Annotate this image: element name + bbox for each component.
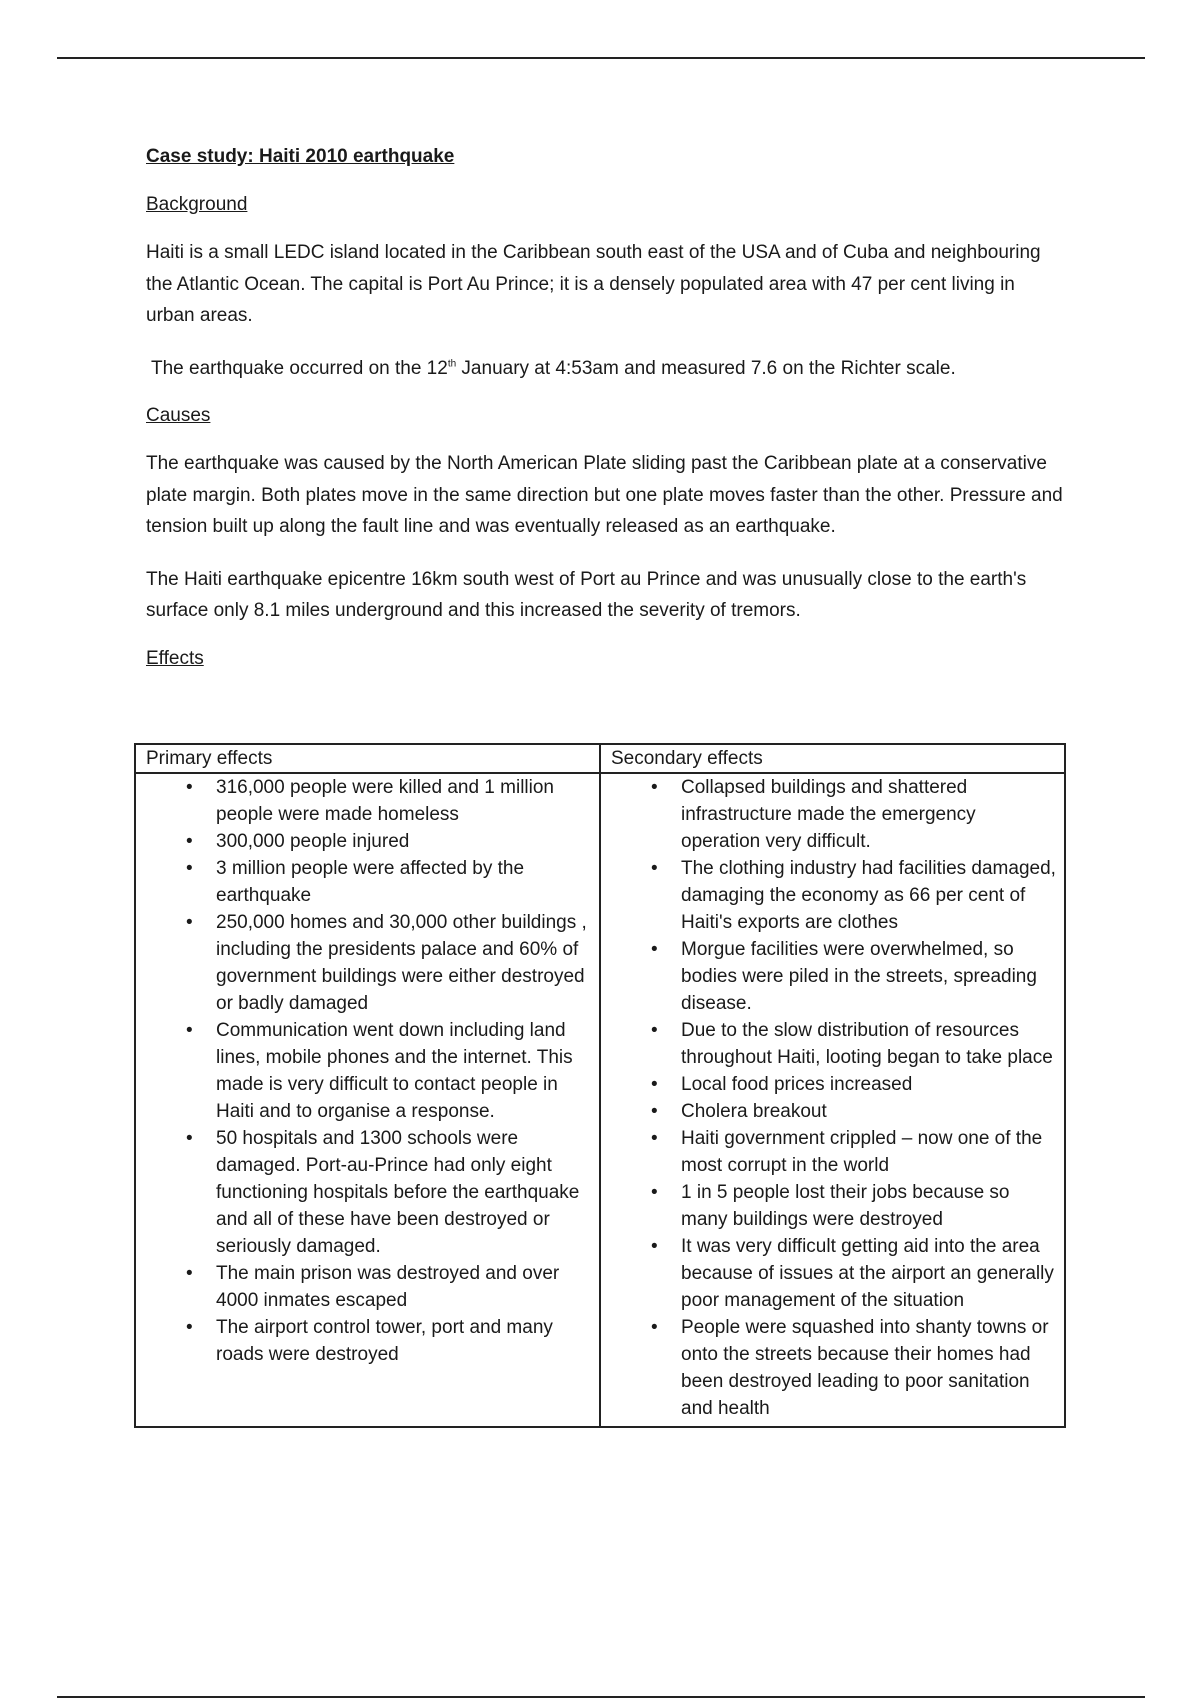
list-item: • It was very difficult getting aid into the area because of issues at the airport an generally poor management of the situation <box>609 1233 1056 1314</box>
list-item: • Collapsed buildings and shattered infrastructure made the emergency operation very difficult. <box>609 774 1056 855</box>
list-item: • 300,000 people injured <box>144 828 591 855</box>
secondary-effects-list <box>609 774 1056 1422</box>
list-item: • Due to the slow distribution of resources throughout Haiti, looting began to take place <box>609 1017 1056 1071</box>
effects-table-header-row <box>135 744 1065 773</box>
list-item: • 1 in 5 people lost their jobs because so many buildings were destroyed <box>609 1179 1056 1233</box>
list-item: • The main prison was destroyed and over 4000 inmates escaped <box>144 1260 591 1314</box>
list-item: • Communication went down including land lines, mobile phones and the internet. This made is very difficult to contact people in Haiti and to organise a response. <box>144 1017 591 1125</box>
list-item: • 316,000 people were killed and 1 million people were made homeless <box>144 774 591 828</box>
list-item: • The clothing industry had facilities damaged, damaging the economy as 66 per cent of Haiti's exports are clothes <box>609 855 1056 936</box>
secondary-effects-cell <box>600 773 1065 1427</box>
date-text-before: The earthquake occurred on the 12 <box>151 357 448 379</box>
list-item: • 50 hospitals and 1300 schools were damaged. Port-au-Prince had only eight functioning hospitals before the earthquake and all of these have been destroyed or seriously damaged. <box>144 1125 591 1260</box>
background-heading: Background <box>146 194 248 215</box>
document-body <box>146 146 1066 691</box>
secondary-effects-header: Secondary effects <box>600 744 1065 773</box>
list-item: • Morgue facilities were overwhelmed, so bodies were piled in the streets, spreading disease. <box>609 936 1056 1017</box>
list-item: • Local food prices increased <box>609 1071 1056 1098</box>
list-item: • People were squashed into shanty towns or onto the streets because their homes had been destroyed leading to poor sanitation and health <box>609 1314 1056 1422</box>
list-item: • 250,000 homes and 30,000 other buildings , including the presidents palace and 60% of government buildings were either destroyed or badly damaged <box>144 909 591 1017</box>
list-item: • Cholera breakout <box>609 1098 1056 1125</box>
list-item: • Haiti government crippled – now one of the most corrupt in the world <box>609 1125 1056 1179</box>
footer-rule <box>57 1696 1145 1698</box>
background-paragraph: Haiti is a small LEDC island located in the Caribbean south east of the USA and of Cuba and neighbouring the Atlantic Ocean. The capital is Port Au Prince; it is a densely populated area with 47 per cent living in urban areas. <box>146 242 1041 326</box>
primary-effects-cell <box>135 773 600 1427</box>
header-rule <box>57 57 1145 59</box>
list-item: • The airport control tower, port and many roads were destroyed <box>144 1314 591 1368</box>
document-title: Case study: Haiti 2010 earthquake <box>146 146 455 167</box>
causes-paragraph-2: The Haiti earthquake epicentre 16km south west of Port au Prince and was unusually close to the earth's surface only 8.1 miles underground and this increased the severity of tremors. <box>146 568 1027 621</box>
date-ordinal-suffix: th <box>447 358 457 370</box>
effects-table <box>134 743 1066 1428</box>
primary-effects-list <box>144 774 591 1368</box>
causes-paragraph-1: The earthquake was caused by the North American Plate sliding past the Caribbean plate at a conservative plate margin. Both plates move in the same direction but one plate moves faster than the other. Pressure and tension built up along the fault line and was eventually released as an earthquake. <box>146 453 1063 537</box>
date-paragraph <box>146 353 1066 385</box>
primary-effects-header: Primary effects <box>135 744 600 773</box>
effects-heading: Effects <box>146 647 204 669</box>
effects-table-body-row <box>135 773 1065 1427</box>
causes-heading: Causes <box>146 405 211 426</box>
date-text-after: January at 4:53am and measured 7.6 on the Richter scale. <box>456 357 956 379</box>
list-item: • 3 million people were affected by the earthquake <box>144 855 591 909</box>
